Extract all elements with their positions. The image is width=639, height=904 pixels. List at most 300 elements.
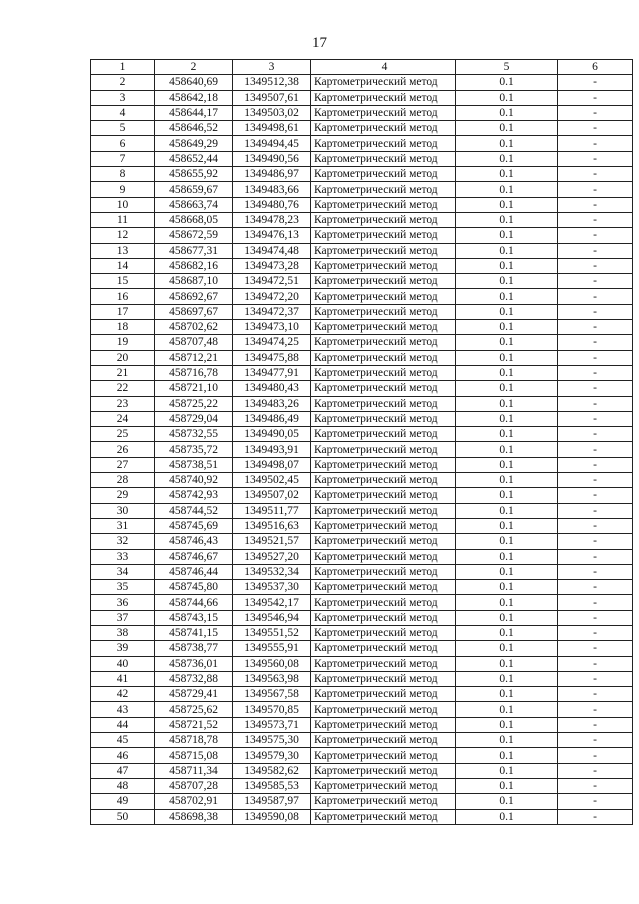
method-cell: Картометрический метод	[311, 748, 456, 763]
table-row	[91, 320, 633, 335]
x-coordinate-cell: 458744,66	[155, 595, 233, 610]
note-cell: -	[558, 212, 633, 227]
accuracy-cell: 0.1	[456, 595, 558, 610]
note-cell: -	[558, 763, 633, 778]
note-cell: -	[558, 442, 633, 457]
x-coordinate-cell: 458682,16	[155, 258, 233, 273]
point-number-cell: 22	[91, 381, 155, 396]
method-cell: Картометрический метод	[311, 274, 456, 289]
method-cell: Картометрический метод	[311, 182, 456, 197]
table-row	[91, 335, 633, 350]
point-number-cell: 13	[91, 243, 155, 258]
point-number-cell: 10	[91, 197, 155, 212]
x-coordinate-cell: 458746,44	[155, 564, 233, 579]
point-number-cell: 12	[91, 228, 155, 243]
point-number-cell: 16	[91, 289, 155, 304]
method-cell: Картометрический метод	[311, 151, 456, 166]
x-coordinate-cell: 458655,92	[155, 167, 233, 182]
method-cell: Картометрический метод	[311, 75, 456, 90]
accuracy-cell: 0.1	[456, 365, 558, 380]
x-coordinate-cell: 458721,10	[155, 381, 233, 396]
table-row	[91, 411, 633, 426]
table-row	[91, 136, 633, 151]
point-number-cell: 30	[91, 503, 155, 518]
table-row	[91, 121, 633, 136]
y-coordinate-cell: 1349480,76	[233, 197, 311, 212]
accuracy-cell: 0.1	[456, 289, 558, 304]
point-number-cell: 26	[91, 442, 155, 457]
y-coordinate-cell: 1349483,66	[233, 182, 311, 197]
point-number-cell: 20	[91, 350, 155, 365]
table-row	[91, 258, 633, 273]
x-coordinate-cell: 458745,69	[155, 518, 233, 533]
y-coordinate-cell: 1349512,38	[233, 75, 311, 90]
y-coordinate-cell: 1349585,53	[233, 778, 311, 793]
x-coordinate-cell: 458741,15	[155, 625, 233, 640]
table-row	[91, 243, 633, 258]
point-number-cell: 6	[91, 136, 155, 151]
note-cell: -	[558, 243, 633, 258]
method-cell: Картометрический метод	[311, 289, 456, 304]
y-coordinate-cell: 1349478,23	[233, 212, 311, 227]
method-cell: Картометрический метод	[311, 258, 456, 273]
accuracy-cell: 0.1	[456, 105, 558, 120]
y-coordinate-cell: 1349503,02	[233, 105, 311, 120]
accuracy-cell: 0.1	[456, 473, 558, 488]
point-number-cell: 11	[91, 212, 155, 227]
column-header-2: 2	[155, 60, 233, 75]
accuracy-cell: 0.1	[456, 625, 558, 640]
y-coordinate-cell: 1349567,58	[233, 687, 311, 702]
point-number-cell: 37	[91, 610, 155, 625]
table-row	[91, 564, 633, 579]
accuracy-cell: 0.1	[456, 197, 558, 212]
accuracy-cell: 0.1	[456, 381, 558, 396]
y-coordinate-cell: 1349474,25	[233, 335, 311, 350]
accuracy-cell: 0.1	[456, 243, 558, 258]
point-number-cell: 17	[91, 304, 155, 319]
accuracy-cell: 0.1	[456, 580, 558, 595]
table-row	[91, 518, 633, 533]
x-coordinate-cell: 458659,67	[155, 182, 233, 197]
method-cell: Картометрический метод	[311, 794, 456, 809]
table-row	[91, 427, 633, 442]
point-number-cell: 47	[91, 763, 155, 778]
point-number-cell: 43	[91, 702, 155, 717]
x-coordinate-cell: 458668,05	[155, 212, 233, 227]
table-row	[91, 350, 633, 365]
point-number-cell: 7	[91, 151, 155, 166]
point-number-cell: 39	[91, 641, 155, 656]
note-cell: -	[558, 457, 633, 472]
table-row	[91, 503, 633, 518]
note-cell: -	[558, 625, 633, 640]
y-coordinate-cell: 1349560,08	[233, 656, 311, 671]
method-cell: Картометрический метод	[311, 381, 456, 396]
x-coordinate-cell: 458663,74	[155, 197, 233, 212]
accuracy-cell: 0.1	[456, 518, 558, 533]
note-cell: -	[558, 427, 633, 442]
accuracy-cell: 0.1	[456, 733, 558, 748]
method-cell: Картометрический метод	[311, 442, 456, 457]
x-coordinate-cell: 458744,52	[155, 503, 233, 518]
y-coordinate-cell: 1349563,98	[233, 671, 311, 686]
method-cell: Картометрический метод	[311, 778, 456, 793]
table-row	[91, 75, 633, 90]
accuracy-cell: 0.1	[456, 457, 558, 472]
note-cell: -	[558, 794, 633, 809]
column-header-1: 1	[91, 60, 155, 75]
x-coordinate-cell: 458738,51	[155, 457, 233, 472]
accuracy-cell: 0.1	[456, 335, 558, 350]
y-coordinate-cell: 1349537,30	[233, 580, 311, 595]
method-cell: Картометрический метод	[311, 595, 456, 610]
y-coordinate-cell: 1349587,97	[233, 794, 311, 809]
x-coordinate-cell: 458712,21	[155, 350, 233, 365]
accuracy-cell: 0.1	[456, 212, 558, 227]
x-coordinate-cell: 458721,52	[155, 717, 233, 732]
note-cell: -	[558, 320, 633, 335]
point-number-cell: 49	[91, 794, 155, 809]
table-row	[91, 304, 633, 319]
note-cell: -	[558, 733, 633, 748]
note-cell: -	[558, 473, 633, 488]
y-coordinate-cell: 1349472,51	[233, 274, 311, 289]
accuracy-cell: 0.1	[456, 687, 558, 702]
method-cell: Картометрический метод	[311, 687, 456, 702]
method-cell: Картометрический метод	[311, 610, 456, 625]
table-row	[91, 105, 633, 120]
accuracy-cell: 0.1	[456, 748, 558, 763]
note-cell: -	[558, 289, 633, 304]
accuracy-cell: 0.1	[456, 549, 558, 564]
x-coordinate-cell: 458677,31	[155, 243, 233, 258]
method-cell: Картометрический метод	[311, 212, 456, 227]
accuracy-cell: 0.1	[456, 320, 558, 335]
y-coordinate-cell: 1349490,56	[233, 151, 311, 166]
x-coordinate-cell: 458746,43	[155, 534, 233, 549]
y-coordinate-cell: 1349474,48	[233, 243, 311, 258]
accuracy-cell: 0.1	[456, 778, 558, 793]
note-cell: -	[558, 350, 633, 365]
accuracy-cell: 0.1	[456, 503, 558, 518]
x-coordinate-cell: 458715,08	[155, 748, 233, 763]
accuracy-cell: 0.1	[456, 656, 558, 671]
accuracy-cell: 0.1	[456, 641, 558, 656]
point-number-cell: 38	[91, 625, 155, 640]
point-number-cell: 28	[91, 473, 155, 488]
note-cell: -	[558, 549, 633, 564]
x-coordinate-cell: 458672,59	[155, 228, 233, 243]
note-cell: -	[558, 687, 633, 702]
note-cell: -	[558, 90, 633, 105]
x-coordinate-cell: 458732,88	[155, 671, 233, 686]
method-cell: Картометрический метод	[311, 335, 456, 350]
x-coordinate-cell: 458640,69	[155, 75, 233, 90]
point-number-cell: 9	[91, 182, 155, 197]
point-number-cell: 36	[91, 595, 155, 610]
y-coordinate-cell: 1349475,88	[233, 350, 311, 365]
method-cell: Картометрический метод	[311, 488, 456, 503]
x-coordinate-cell: 458745,80	[155, 580, 233, 595]
y-coordinate-cell: 1349472,37	[233, 304, 311, 319]
note-cell: -	[558, 809, 633, 824]
table-row	[91, 442, 633, 457]
y-coordinate-cell: 1349486,49	[233, 411, 311, 426]
method-cell: Картометрический метод	[311, 228, 456, 243]
y-coordinate-cell: 1349575,30	[233, 733, 311, 748]
point-number-cell: 50	[91, 809, 155, 824]
point-number-cell: 3	[91, 90, 155, 105]
method-cell: Картометрический метод	[311, 396, 456, 411]
point-number-cell: 14	[91, 258, 155, 273]
accuracy-cell: 0.1	[456, 258, 558, 273]
x-coordinate-cell: 458649,29	[155, 136, 233, 151]
table-row	[91, 457, 633, 472]
x-coordinate-cell: 458738,77	[155, 641, 233, 656]
y-coordinate-cell: 1349573,71	[233, 717, 311, 732]
table-row	[91, 778, 633, 793]
method-cell: Картометрический метод	[311, 625, 456, 640]
y-coordinate-cell: 1349486,97	[233, 167, 311, 182]
table-row	[91, 748, 633, 763]
table-row	[91, 656, 633, 671]
note-cell: -	[558, 274, 633, 289]
table-row	[91, 595, 633, 610]
table-row	[91, 534, 633, 549]
table-row	[91, 794, 633, 809]
column-header-3: 3	[233, 60, 311, 75]
y-coordinate-cell: 1349490,05	[233, 427, 311, 442]
table-row	[91, 763, 633, 778]
note-cell: -	[558, 365, 633, 380]
coordinates-table	[90, 59, 633, 825]
table-row	[91, 733, 633, 748]
y-coordinate-cell: 1349570,85	[233, 702, 311, 717]
y-coordinate-cell: 1349472,20	[233, 289, 311, 304]
note-cell: -	[558, 748, 633, 763]
note-cell: -	[558, 411, 633, 426]
table-row	[91, 625, 633, 640]
column-header-4: 4	[311, 60, 456, 75]
point-number-cell: 45	[91, 733, 155, 748]
method-cell: Картометрический метод	[311, 457, 456, 472]
y-coordinate-cell: 1349493,91	[233, 442, 311, 457]
method-cell: Картометрический метод	[311, 427, 456, 442]
point-number-cell: 40	[91, 656, 155, 671]
column-header-6: 6	[558, 60, 633, 75]
method-cell: Картометрический метод	[311, 320, 456, 335]
method-cell: Картометрический метод	[311, 197, 456, 212]
x-coordinate-cell: 458736,01	[155, 656, 233, 671]
accuracy-cell: 0.1	[456, 702, 558, 717]
y-coordinate-cell: 1349498,61	[233, 121, 311, 136]
x-coordinate-cell: 458702,91	[155, 794, 233, 809]
point-number-cell: 4	[91, 105, 155, 120]
table-row	[91, 610, 633, 625]
point-number-cell: 2	[91, 75, 155, 90]
method-cell: Картометрический метод	[311, 763, 456, 778]
note-cell: -	[558, 197, 633, 212]
column-header-5: 5	[456, 60, 558, 75]
note-cell: -	[558, 121, 633, 136]
accuracy-cell: 0.1	[456, 442, 558, 457]
table-row	[91, 488, 633, 503]
x-coordinate-cell: 458698,38	[155, 809, 233, 824]
method-cell: Картометрический метод	[311, 105, 456, 120]
accuracy-cell: 0.1	[456, 75, 558, 90]
x-coordinate-cell: 458652,44	[155, 151, 233, 166]
note-cell: -	[558, 610, 633, 625]
method-cell: Картометрический метод	[311, 564, 456, 579]
table-row	[91, 549, 633, 564]
accuracy-cell: 0.1	[456, 809, 558, 824]
method-cell: Картометрический метод	[311, 304, 456, 319]
accuracy-cell: 0.1	[456, 304, 558, 319]
x-coordinate-cell: 458707,48	[155, 335, 233, 350]
x-coordinate-cell: 458711,34	[155, 763, 233, 778]
y-coordinate-cell: 1349476,13	[233, 228, 311, 243]
y-coordinate-cell: 1349555,91	[233, 641, 311, 656]
x-coordinate-cell: 458740,92	[155, 473, 233, 488]
point-number-cell: 48	[91, 778, 155, 793]
y-coordinate-cell: 1349582,62	[233, 763, 311, 778]
accuracy-cell: 0.1	[456, 167, 558, 182]
accuracy-cell: 0.1	[456, 717, 558, 732]
method-cell: Картометрический метод	[311, 121, 456, 136]
point-number-cell: 29	[91, 488, 155, 503]
accuracy-cell: 0.1	[456, 610, 558, 625]
y-coordinate-cell: 1349527,20	[233, 549, 311, 564]
table-row	[91, 289, 633, 304]
table-row	[91, 702, 633, 717]
note-cell: -	[558, 167, 633, 182]
point-number-cell: 46	[91, 748, 155, 763]
point-number-cell: 15	[91, 274, 155, 289]
note-cell: -	[558, 641, 633, 656]
table-row	[91, 212, 633, 227]
y-coordinate-cell: 1349483,26	[233, 396, 311, 411]
method-cell: Картометрический метод	[311, 809, 456, 824]
method-cell: Картометрический метод	[311, 549, 456, 564]
accuracy-cell: 0.1	[456, 671, 558, 686]
note-cell: -	[558, 778, 633, 793]
note-cell: -	[558, 228, 633, 243]
table-row	[91, 641, 633, 656]
y-coordinate-cell: 1349590,08	[233, 809, 311, 824]
accuracy-cell: 0.1	[456, 136, 558, 151]
note-cell: -	[558, 75, 633, 90]
table-row	[91, 809, 633, 824]
table-row	[91, 580, 633, 595]
table-row	[91, 151, 633, 166]
method-cell: Картометрический метод	[311, 136, 456, 151]
table-row	[91, 197, 633, 212]
x-coordinate-cell: 458729,04	[155, 411, 233, 426]
accuracy-cell: 0.1	[456, 794, 558, 809]
x-coordinate-cell: 458742,93	[155, 488, 233, 503]
method-cell: Картометрический метод	[311, 167, 456, 182]
table-header-row	[91, 60, 633, 75]
method-cell: Картометрический метод	[311, 518, 456, 533]
table-row	[91, 381, 633, 396]
table-row	[91, 687, 633, 702]
x-coordinate-cell: 458707,28	[155, 778, 233, 793]
x-coordinate-cell: 458718,78	[155, 733, 233, 748]
x-coordinate-cell: 458743,15	[155, 610, 233, 625]
point-number-cell: 8	[91, 167, 155, 182]
y-coordinate-cell: 1349477,91	[233, 365, 311, 380]
method-cell: Картометрический метод	[311, 717, 456, 732]
y-coordinate-cell: 1349532,34	[233, 564, 311, 579]
note-cell: -	[558, 518, 633, 533]
note-cell: -	[558, 656, 633, 671]
page-number: 17	[312, 35, 327, 51]
y-coordinate-cell: 1349473,10	[233, 320, 311, 335]
note-cell: -	[558, 503, 633, 518]
note-cell: -	[558, 717, 633, 732]
accuracy-cell: 0.1	[456, 488, 558, 503]
y-coordinate-cell: 1349494,45	[233, 136, 311, 151]
note-cell: -	[558, 105, 633, 120]
method-cell: Картометрический метод	[311, 473, 456, 488]
x-coordinate-cell: 458746,67	[155, 549, 233, 564]
point-number-cell: 31	[91, 518, 155, 533]
y-coordinate-cell: 1349498,07	[233, 457, 311, 472]
accuracy-cell: 0.1	[456, 427, 558, 442]
x-coordinate-cell: 458644,17	[155, 105, 233, 120]
method-cell: Картометрический метод	[311, 671, 456, 686]
table-row	[91, 717, 633, 732]
x-coordinate-cell: 458697,67	[155, 304, 233, 319]
point-number-cell: 18	[91, 320, 155, 335]
method-cell: Картометрический метод	[311, 365, 456, 380]
method-cell: Картометрический метод	[311, 641, 456, 656]
accuracy-cell: 0.1	[456, 534, 558, 549]
note-cell: -	[558, 258, 633, 273]
table-row	[91, 228, 633, 243]
method-cell: Картометрический метод	[311, 580, 456, 595]
method-cell: Картометрический метод	[311, 702, 456, 717]
y-coordinate-cell: 1349507,61	[233, 90, 311, 105]
note-cell: -	[558, 182, 633, 197]
note-cell: -	[558, 396, 633, 411]
x-coordinate-cell: 458642,18	[155, 90, 233, 105]
method-cell: Картометрический метод	[311, 656, 456, 671]
y-coordinate-cell: 1349579,30	[233, 748, 311, 763]
table-row	[91, 167, 633, 182]
accuracy-cell: 0.1	[456, 350, 558, 365]
table-row	[91, 396, 633, 411]
x-coordinate-cell: 458735,72	[155, 442, 233, 457]
x-coordinate-cell: 458716,78	[155, 365, 233, 380]
y-coordinate-cell: 1349521,57	[233, 534, 311, 549]
y-coordinate-cell: 1349480,43	[233, 381, 311, 396]
accuracy-cell: 0.1	[456, 763, 558, 778]
x-coordinate-cell: 458702,62	[155, 320, 233, 335]
method-cell: Картометрический метод	[311, 243, 456, 258]
method-cell: Картометрический метод	[311, 90, 456, 105]
accuracy-cell: 0.1	[456, 274, 558, 289]
x-coordinate-cell: 458725,62	[155, 702, 233, 717]
accuracy-cell: 0.1	[456, 411, 558, 426]
method-cell: Картометрический метод	[311, 350, 456, 365]
note-cell: -	[558, 534, 633, 549]
note-cell: -	[558, 335, 633, 350]
note-cell: -	[558, 671, 633, 686]
accuracy-cell: 0.1	[456, 228, 558, 243]
note-cell: -	[558, 564, 633, 579]
